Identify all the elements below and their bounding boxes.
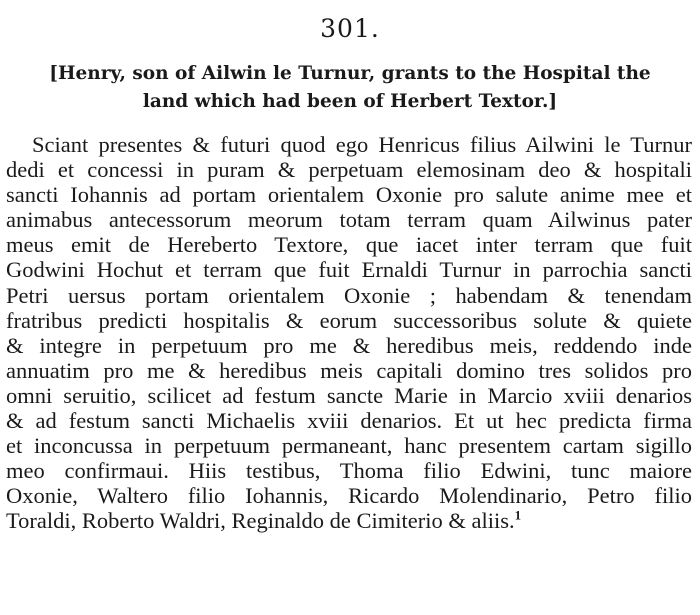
text-line: animabus antecessorum meorum totam terram quam Ailwinus pater	[6, 207, 692, 233]
text-line: fratribus predicti hospitalis & eorum successoribus solute & quiete	[6, 307, 692, 333]
text-line-final	[6, 508, 692, 533]
text-line: meus emit de Hereberto Textore, que iacet inter terram que fuit	[6, 232, 692, 258]
text-line: annuatim pro me & heredibus meis capitali domino tres solidos pro	[6, 357, 692, 383]
text-line: et inconcussa in perpetuum permaneant, hanc presentem cartam sigillo	[6, 433, 692, 459]
text-line: & integre in perpetuum pro me & heredibus meis, reddendo inde	[6, 332, 692, 358]
heading-line: land which had been of Herbert Textor.]	[142, 91, 558, 112]
text-line: Oxonie, Waltero filio Iohannis, Ricardo Molendinario, Petro filio	[6, 483, 692, 509]
charter-text	[6, 132, 692, 534]
text-line: & ad festum sancti Michaelis xviii denarios. Et ut hec predicta firma	[6, 408, 692, 434]
footnote-marker[interactable]: 1	[514, 507, 522, 523]
text-line: Sciant presentes & futuri quod ego Henricus filius Ailwini le Turnur	[32, 132, 692, 157]
text-line: Godwini Hochut et terram que fuit Ernaldi Turnur in parrochia sancti	[6, 257, 692, 283]
text-line: Toraldi, Roberto Waldri, Reginaldo de Cimiterio & aliis.	[6, 508, 515, 534]
text-line: sancti Iohannis ad portam orientalem Oxonie pro salute anime mee et	[6, 182, 692, 208]
charter-heading	[6, 60, 694, 116]
text-line: dedi et concessi in puram & perpetuam elemosinam deo & hospitali	[6, 157, 692, 183]
text-line: Petri uersus portam orientalem Oxonie ; habendam & tenendam	[6, 282, 692, 308]
heading-line: [Henry, son of Ailwin le Turnur, grants to the Hospital the	[49, 63, 651, 84]
document-number: 301.	[320, 14, 380, 43]
text-line: omni seruitio, scilicet ad festum sancte Marie in Marcio xviii denarios	[6, 382, 692, 408]
text-line: meo confirmaui. Hiis testibus, Thoma filio Edwini, tunc maiore	[6, 458, 692, 484]
